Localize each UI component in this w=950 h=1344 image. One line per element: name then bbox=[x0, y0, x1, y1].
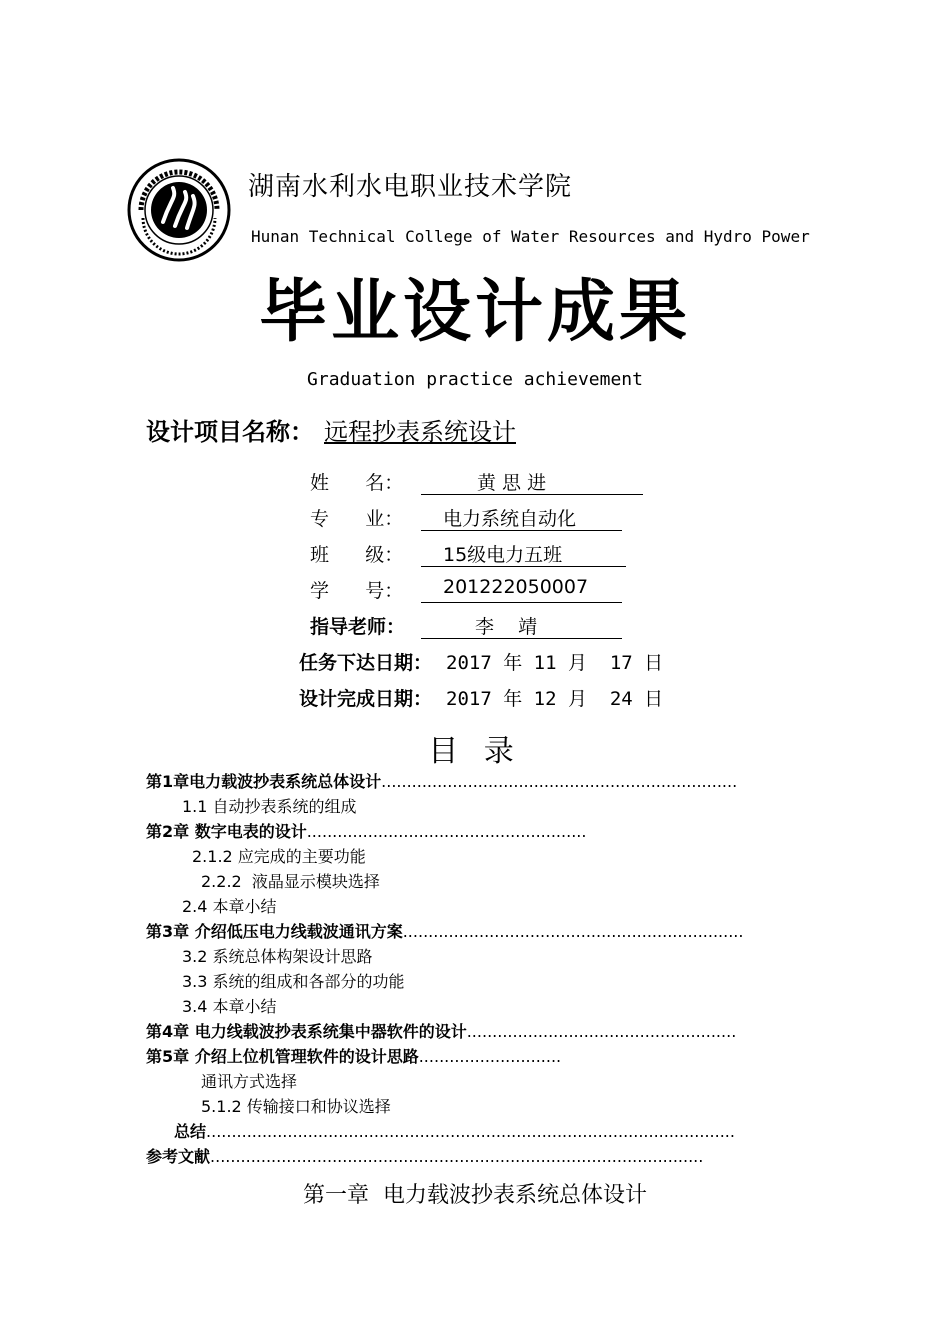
toc-item[interactable]: 1.1 自动抄表系统的组成 bbox=[182, 797, 357, 816]
toc-item[interactable]: 2.4 本章小结 bbox=[182, 897, 277, 916]
toc-item[interactable]: 参考文献................................................................................................. bbox=[146, 1147, 704, 1166]
college-name-english: Hunan Technical College of Water Resources and Hydro Power bbox=[251, 227, 810, 246]
class-value: 15级电力五班 bbox=[421, 540, 626, 567]
toc-item[interactable]: 第1章电力载波抄表系统总体设计...................................................................... bbox=[146, 772, 738, 791]
college-logo-seal bbox=[127, 158, 231, 262]
toc-item[interactable]: 2.2.2 液晶显示模块选择 bbox=[201, 872, 380, 891]
assign-date-label: 任务下达日期： bbox=[299, 652, 433, 674]
chapter-heading: 第一章 电力载波抄表系统总体设计 bbox=[303, 1183, 647, 1208]
toc-item[interactable]: 第4章 电力线载波抄表系统集中器软件的设计..................................................... bbox=[146, 1022, 737, 1041]
assign-date-value: 2017 年 11 月 17 日 bbox=[446, 652, 664, 674]
toc-item[interactable]: 第5章 介绍上位机管理软件的设计思路............................ bbox=[146, 1047, 562, 1066]
advisor-label: 指导老师： bbox=[310, 616, 406, 638]
complete-date-label: 设计完成日期： bbox=[299, 688, 433, 710]
document-title-english: Graduation practice achievement bbox=[307, 369, 643, 390]
toc-item[interactable]: 2.1.2 应完成的主要功能 bbox=[192, 847, 366, 866]
project-name-row bbox=[146, 412, 516, 447]
class-label: 班 级： bbox=[310, 544, 404, 566]
toc-item[interactable]: 3.4 本章小结 bbox=[182, 997, 277, 1016]
major-value: 电力系统自动化 bbox=[421, 504, 622, 531]
college-name-chinese: 湖南水利水电职业技术学院 bbox=[248, 172, 573, 202]
toc-item[interactable]: 3.3 系统的组成和各部分的功能 bbox=[182, 972, 405, 991]
toc-item[interactable]: 5.1.2 传输接口和协议选择 bbox=[201, 1097, 391, 1116]
toc-item[interactable]: 3.2 系统总体构架设计思路 bbox=[182, 947, 373, 966]
toc-item[interactable]: 通讯方式选择 bbox=[201, 1072, 298, 1091]
student-id-value: 201222050007 bbox=[421, 576, 622, 603]
student-id-label: 学 号： bbox=[310, 580, 404, 602]
complete-date-value: 2017 年 12 月 24 日 bbox=[446, 688, 664, 710]
project-name-value: 远程抄表系统设计 bbox=[324, 418, 516, 446]
major-label: 专 业： bbox=[310, 508, 404, 530]
toc-item[interactable]: 总结........................................................................................................ bbox=[174, 1122, 735, 1141]
project-name-label: 设计项目名称： bbox=[146, 418, 314, 446]
advisor-value: 李 靖 bbox=[421, 612, 622, 639]
student-name-value: 黄 思 进 bbox=[421, 468, 643, 495]
toc-title: 目 录 bbox=[428, 734, 522, 769]
assign-date-row bbox=[299, 648, 663, 675]
toc-item[interactable]: 第3章 介绍低压电力线载波通讯方案................................................................... bbox=[146, 922, 744, 941]
toc-item[interactable]: 第2章 数字电表的设计....................................................... bbox=[146, 822, 587, 841]
student-name-label: 姓 名： bbox=[310, 472, 404, 494]
document-title: 毕业设计成果 bbox=[258, 273, 691, 352]
complete-date-row bbox=[299, 684, 663, 711]
